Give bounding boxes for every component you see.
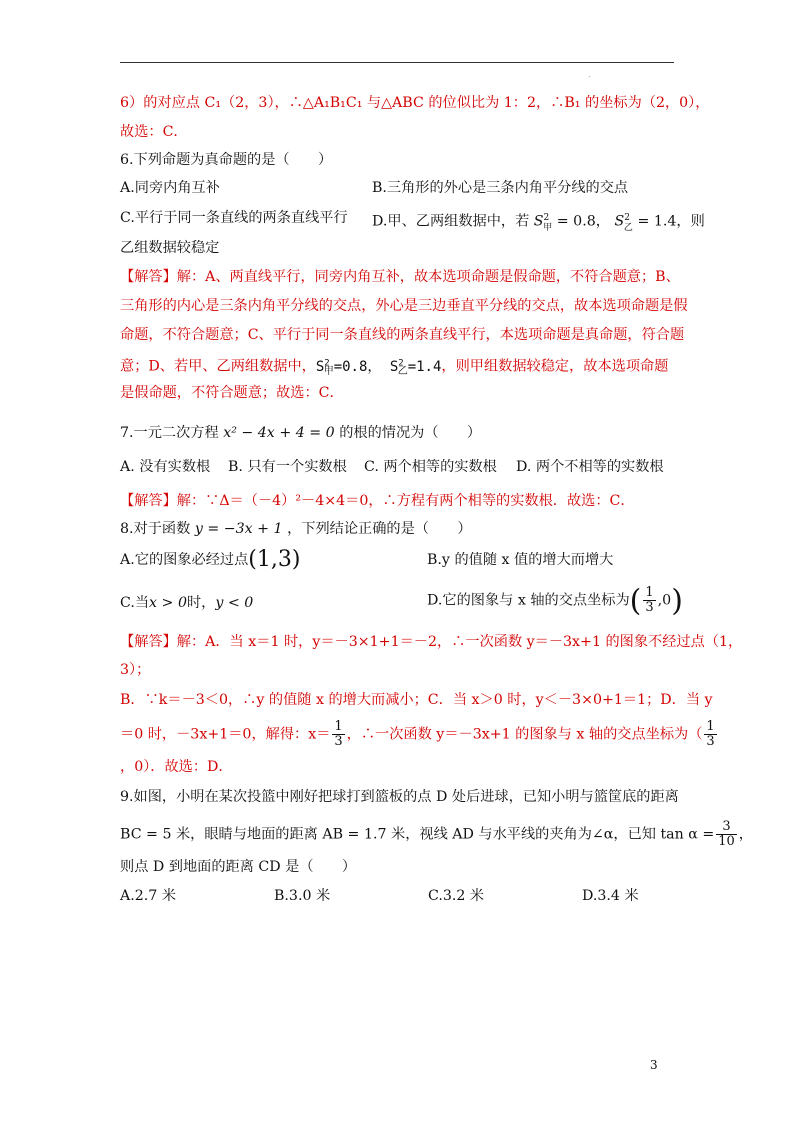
q7-option-a: A. 没有实数根 xyxy=(120,459,211,475)
q6-stem: 6.下列命题为真命题的是（ ） xyxy=(120,152,333,168)
q7-stem: 7.一元二次方程 x² − 4x + 4 = 0 的根的情况为（ ） xyxy=(120,425,482,441)
q7-option-b: B. 只有一个实数根 xyxy=(228,459,347,475)
q6-answer-line-4: 意；D、若甲、乙两组数据中，$S^2_甲=0.8$， $S^2_乙=1.4$，则甲组数据较稳定，故本选项命题 xyxy=(120,358,669,378)
q9-option-c: C.3.2 米 xyxy=(428,888,485,904)
q9-stem-line-2: BC = 5 米，眼睛与地面的距离 AB = 1.7 米，视线 AD 与水平线的夹角为∠α，已知 tan α = $\frac{3}{10}$ ， xyxy=(120,819,753,849)
q9-stem-line-3: 则点 D 到地面的距离 CD 是（ ） xyxy=(120,859,357,875)
q9-option-a: A.2.7 米 xyxy=(120,888,177,904)
q9-option-d: D.3.4 米 xyxy=(582,888,639,904)
q6-answer-line-2: 三角形的内心是三条内角平分线的交点，外心是三边垂直平分线的交点，故本选项命题是假 xyxy=(120,298,688,314)
q9-option-b: B.3.0 米 xyxy=(274,888,331,904)
q8-answer-line-3: B．∵k＝－3＜0，∴y 的值随 x 的增大而减小；C．当 x＞0 时，y＜－3×0+1＝1；D．当 y xyxy=(120,692,713,708)
prev-answer-line-2: 故选：C． xyxy=(120,124,188,140)
header-rule xyxy=(120,62,674,63)
q6-option-b: B.三角形的外心是三条内角平分线的交点 xyxy=(372,180,629,196)
q6-answer-line-3: 命题，不符合题意；C、平行于同一条直线的两条直线平行，本选项命题是真命题，符合题 xyxy=(120,327,685,343)
q9-stem-line-1: 9.如图，小明在某次投篮中刚好把球打到篮板的点 D 处后进球，已知小明与篮筐底的距离 xyxy=(120,789,679,805)
q8-option-a: A.它的图象必经过点(1,3) xyxy=(120,547,301,572)
q8-option-d: D.它的图象与 x 轴的交点坐标为( $\frac{1}{3}$ ,0) xyxy=(427,583,683,619)
q8-function: y = −3x + 1 xyxy=(194,521,283,537)
q8-stem: 8.对于函数 y = −3x + 1 ，下列结论正确的是（ ） xyxy=(120,521,472,537)
header-mark: . xyxy=(588,70,591,79)
q8-option-b: B.y 的值随 x 值的增大而增大 xyxy=(427,552,614,568)
q6-option-a: A.同旁内角互补 xyxy=(120,180,220,196)
q7-equation: x² − 4x + 4 = 0 xyxy=(223,425,335,441)
page-number: 3 xyxy=(650,1058,658,1072)
q7-option-c: C. 两个相等的实数根 xyxy=(364,459,497,475)
q6-option-c: C.平行于同一条直线的两条直线平行 xyxy=(120,210,348,226)
q6-answer-line-1: 【解答】解：A、两直线平行，同旁内角互补，故本选项命题是假命题，不符合题意；B、 xyxy=(120,269,680,285)
q8-answer-line-4: ＝0 时，－3x+1＝0，解得：x＝ $\frac{1}{3}$ ，∴一次函数 y＝－3x+1 的图象与 x 轴的交点坐标为（ $\frac{1}{3}$ xyxy=(120,719,715,749)
q7-answer: 【解答】解：∵Δ＝（－4）²－4×4＝0，∴方程有两个相等的实数根．故选：C． xyxy=(120,493,635,509)
q6-option-d: D.甲、乙两组数据中，若 $S^2_甲 = 0.8$， $S^2_乙 = 1.4$，则 xyxy=(372,213,705,233)
q8-option-c: C.当x > 0时，y < 0 xyxy=(120,595,254,611)
q8-answer-line-2: 3）； xyxy=(120,662,151,678)
q8-answer-line-5: ，0）．故选：D． xyxy=(120,759,233,775)
prev-answer-line-1: 6）的对应点 C₁（2，3），∴△A₁B₁C₁ 与△ABC 的位似比为 1：2，∴B₁ 的坐标为（2，0）， xyxy=(120,95,710,111)
q7-option-d: D. 两个不相等的实数根 xyxy=(516,459,664,475)
q6-option-d-continued: 乙组数据较稳定 xyxy=(120,240,220,256)
q6-answer-line-5: 是假命题，不符合题意；故选：C． xyxy=(120,385,344,401)
q8-answer-line-1: 【解答】解：A．当 x＝1 时，y＝－3×1+1＝－2，∴一次函数 y＝－3x+1 的图象不经过点（1， xyxy=(120,634,743,650)
